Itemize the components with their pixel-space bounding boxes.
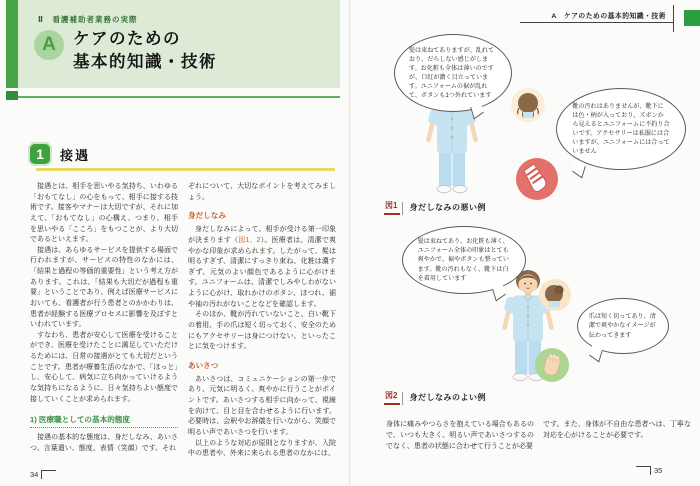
messy-hair-back-detail-icon — [511, 88, 545, 122]
chapter-label: Ⅱ 看護補助者業務の実際 — [38, 15, 138, 24]
section-a-badge: A — [34, 30, 64, 60]
page-title — [73, 28, 217, 74]
short-nails-hand-detail-icon — [534, 347, 570, 383]
chapter-thumb-tab — [684, 10, 700, 26]
running-header-rule — [520, 22, 674, 23]
figure-reference: 図1、2 — [238, 236, 261, 244]
paragraph — [188, 225, 336, 310]
section-number-badge: 1 — [28, 142, 52, 166]
subheading-appearance: 身だしなみ — [188, 211, 226, 221]
book-spine — [348, 0, 351, 486]
page-corner-mark — [636, 466, 651, 475]
left-edge-green-bar — [6, 0, 18, 88]
bubble-tail — [589, 344, 603, 363]
paragraph: あいさつは、コミュニケーションの第一歩であり、元気に明るく、爽やかに行うことがポイントです。あいさつする相手に向かって、視線を向けて、目と目を合わせるように行います。必要時は、会釈やお辞儀を行いながら、笑顔で明るい声であいさつを行います。 — [188, 375, 336, 436]
left-page-column-2 — [188, 182, 336, 460]
left-page-column-1 — [30, 182, 178, 454]
paragraph: すなわち、患者が安心して医療を受けることができ、医療を受けたことに満足していただけるためには、日常の接遇がとても大切だということです。患者が療養生活のなかで、「ほっと」し、安心して、病気に立ち向かっていけるような気持ちになるように、日々気持ちよい態度で接していくことが求められます。 — [30, 331, 178, 403]
speech-bubble-nails: 爪は短く切ってあり、清潔で爽やかなイメージが伝わってきます — [577, 298, 669, 354]
page-corner-mark — [41, 470, 56, 479]
paragraph: 接遇とは、相手を思いやる気持ち、いわゆる「おもてなし」の心をもって、相手に接する技術です。接客やマナーは大切ですが、それに加えて、「おもてなし」の心構え、つまり、相手を思いやる「こころ」をもつことが、より大切であるといえます。 — [30, 183, 178, 244]
speech-bubble-neat-uniform: 髪は束ねてあり、お化粧も薄く、ユニフォーム全体の印象はとても爽やかで、裾やボタンも整っています。靴の汚れもなく、靴下は白を着用しています — [402, 226, 526, 294]
figure2-caption: 図2 身だしなみのよい例 — [384, 391, 486, 405]
paragraph: です。また、身体が不自由な患者へは、丁寧な対応を心がけることが必要です。 — [543, 421, 691, 439]
page-number-right: 35 — [636, 466, 662, 475]
paragraph: 身体に痛みやつらさを抱えている場合もあるので、いつも大きく、明るい声であいさつするのでなく、患者の状態に合わせて行うことが必要 — [386, 421, 534, 450]
speech-bubble-socks-accessory: 靴の汚れはありませんが、靴下には色・柄が入っており、ズボンから見えるとユニフォームに不釣り合いです。アクセサリーは私服には合いますが、ユニフォームには合っていません — [556, 88, 686, 170]
page-title-line1: ケアのための — [73, 30, 181, 48]
running-header: A ケアのための基本的知識・技術 — [551, 13, 666, 20]
section-heading-underline — [36, 168, 335, 171]
figure1-caption: 図1 身だしなみの悪い例 — [384, 201, 486, 215]
figure1-label: 図1 — [384, 200, 400, 215]
paragraph: ぞれについて、大切なポイントを考えてみましょう。 — [188, 183, 336, 201]
paragraph-text: ）。医療者は、清潔で爽やかな印象が求められます。したがって、髪は明るすぎず、清潔にすっきり束ね、化粧は濃すぎず、元気のよい顔色であるように心がけます。ユニフォームは、清潔でしみやしわがないように心がけ、取れかけのボタン、ほつれ、裾や袖の汚れがないことなどを確認します。 — [188, 236, 337, 308]
page-number-left: 34 — [30, 470, 56, 479]
figure2-label: 図2 — [384, 390, 400, 405]
speech-bubble-hair-makeup: 髪は束ねてありますが、乱れており、だらしない感じがします。お化粧も全体は薄いのですが、口紅が濃く目立っています。ユニフォームの裾が乱れて、ボタンも1つ外れています — [394, 34, 512, 112]
running-header-vertical-rule — [673, 5, 674, 32]
patterned-sock-detail-icon — [515, 157, 559, 201]
header-band-rule — [18, 96, 340, 98]
bubble-tail — [572, 160, 586, 179]
right-page-column-1 — [386, 420, 534, 453]
paragraph: 接遇の基本的な態度は、身だしなみ、あいさつ、言葉遣い、態度、表情（笑顔）です。それ — [30, 434, 178, 452]
page-title-line2: 基本的知識・技術 — [73, 52, 217, 71]
right-page-column-2 — [543, 420, 691, 442]
subheading-basic-attitude: 1) 医療職としての基本的態度 — [30, 414, 178, 428]
hair-bun-back-detail-icon — [539, 279, 571, 311]
left-edge-green-bar-tip — [6, 91, 18, 100]
section-heading: 接遇 — [60, 148, 91, 163]
subheading-greeting: あいさつ — [188, 360, 219, 370]
paragraph: 以上のような対応が原則となりますが、入院中の患者や、外来に来られる患者のなかには、 — [188, 439, 336, 458]
paragraph: そのほか、靴が汚れていないこと、白い靴下の着用、手の爪は短く切っておく、安全のためにもアクセサリーは身につけない、といったことに気をつけます。 — [188, 311, 336, 351]
paragraph: 接遇は、あらゆるサービスを提供する場面で行われますが、サービスの特性のなかには、「結果と過程の等価的重要性」という考え方があります。これは、「結果も大切だが過程も重要」ということであり、例えば医療サービスにおいても、看護者が行う患者とのかかわりは、患者が経験する医療プロセスに影響を及ぼすといわれています。 — [30, 246, 178, 329]
paragraph-text: 身だしなみによって、相手が受ける第一印象が決まります（ — [188, 226, 336, 244]
